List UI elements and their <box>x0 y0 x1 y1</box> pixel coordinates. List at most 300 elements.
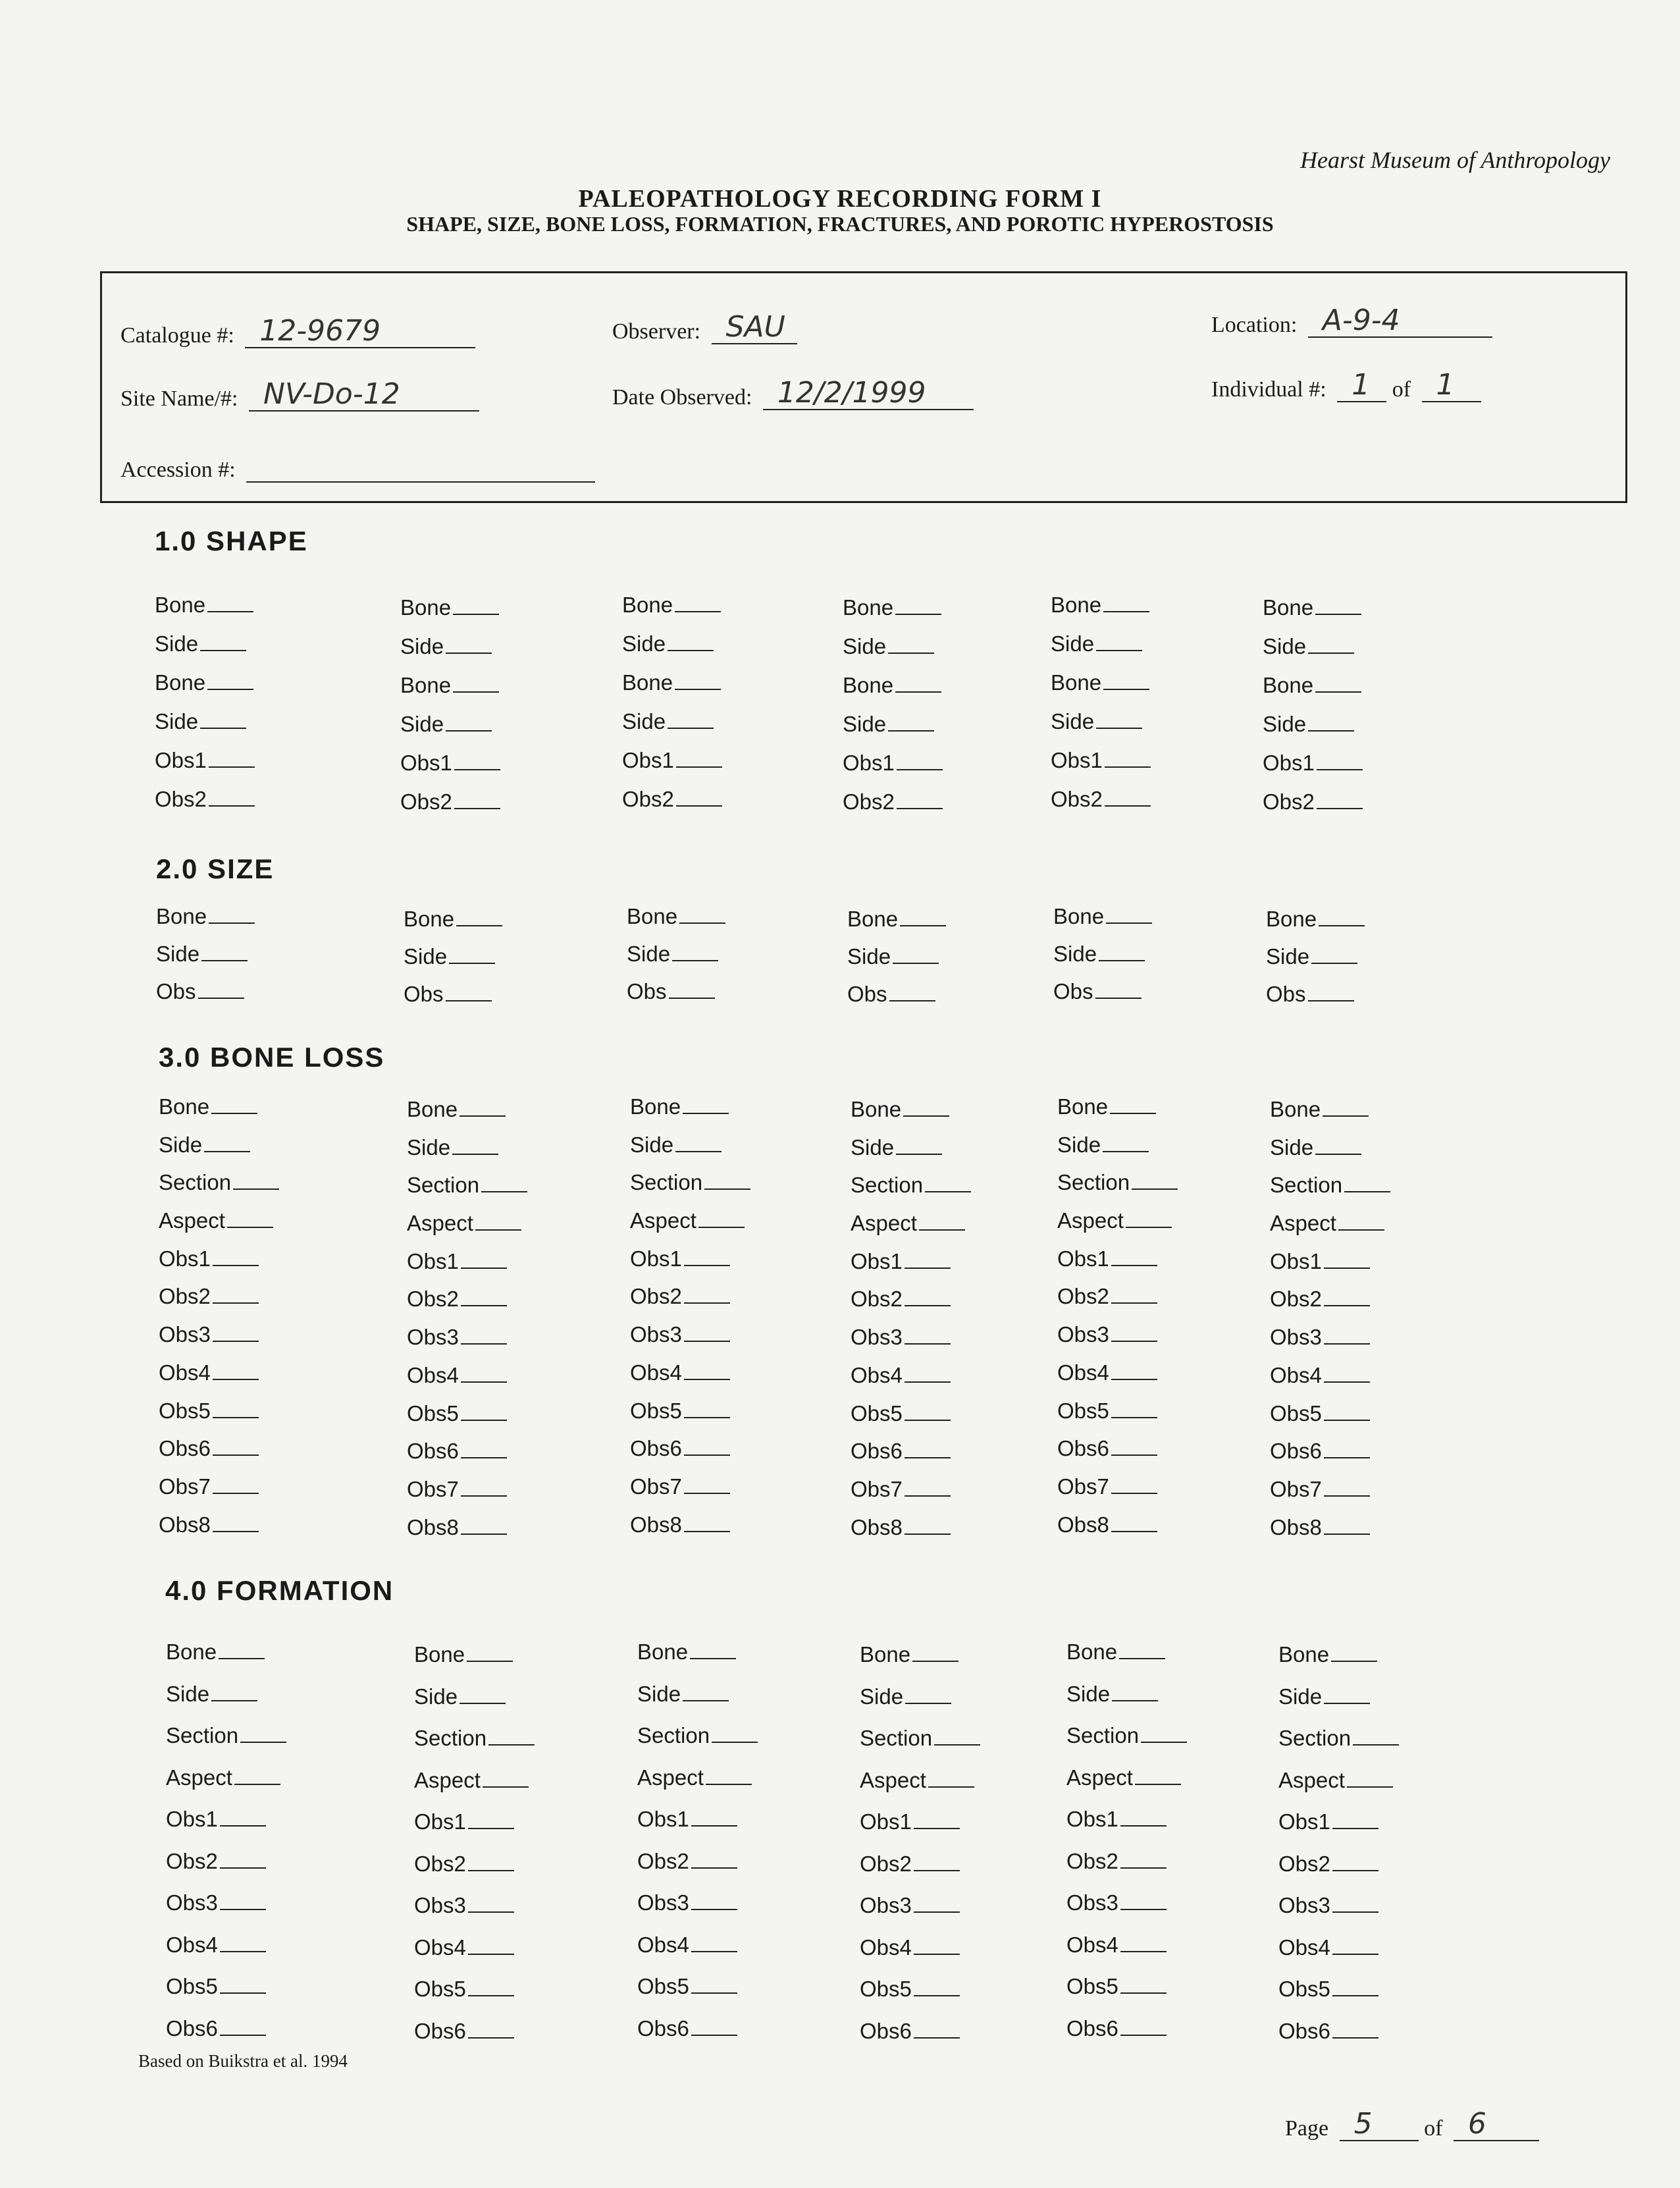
form-field[interactable] <box>166 1849 363 1891</box>
field-blank[interactable] <box>1111 1246 1157 1266</box>
field-blank[interactable] <box>467 1642 513 1662</box>
field-blank[interactable] <box>1353 1726 1399 1746</box>
form-field[interactable] <box>159 1208 356 1246</box>
field-blank[interactable] <box>928 1768 974 1788</box>
field-blank[interactable] <box>1331 1642 1377 1662</box>
field-blank[interactable] <box>1126 1208 1172 1228</box>
field-blank[interactable] <box>895 595 941 615</box>
form-field[interactable] <box>407 1287 604 1325</box>
form-field[interactable] <box>851 1515 1048 1553</box>
field-blank[interactable] <box>213 1512 259 1532</box>
field-blank[interactable] <box>198 979 244 999</box>
form-field[interactable] <box>400 751 598 789</box>
form-field[interactable] <box>860 1935 1057 1977</box>
form-field[interactable] <box>1270 1135 1467 1173</box>
form-field[interactable] <box>1053 904 1251 942</box>
form-field[interactable] <box>1051 709 1248 748</box>
field-blank[interactable] <box>446 712 492 732</box>
form-field[interactable] <box>630 1133 827 1171</box>
form-field[interactable] <box>1263 595 1460 634</box>
form-field[interactable] <box>407 1439 604 1477</box>
form-field[interactable] <box>159 1246 356 1285</box>
field-blank[interactable] <box>1110 1094 1156 1114</box>
field-blank[interactable] <box>220 1974 266 1994</box>
form-field[interactable] <box>407 1401 604 1439</box>
field-blank[interactable] <box>914 1852 960 1871</box>
form-field[interactable] <box>1278 1642 1476 1684</box>
field-blank[interactable] <box>220 1849 266 1869</box>
form-field[interactable] <box>404 907 601 944</box>
field-blank[interactable] <box>459 1684 506 1704</box>
field-blank[interactable] <box>712 1723 758 1743</box>
form-field[interactable] <box>1270 1363 1467 1401</box>
form-field[interactable] <box>1278 1684 1476 1726</box>
form-field[interactable] <box>847 907 1045 944</box>
field-blank[interactable] <box>1111 1474 1157 1494</box>
form-field[interactable] <box>847 944 1045 982</box>
form-field[interactable] <box>1066 1807 1264 1849</box>
form-field[interactable] <box>159 1436 356 1474</box>
field-blank[interactable] <box>449 944 495 964</box>
field-blank[interactable] <box>675 1133 722 1152</box>
form-field[interactable] <box>1270 1287 1467 1325</box>
form-field[interactable] <box>1057 1360 1255 1399</box>
field-blank[interactable] <box>1105 748 1151 768</box>
form-field[interactable] <box>407 1325 604 1363</box>
field-blank[interactable] <box>461 1401 507 1421</box>
form-field[interactable] <box>630 1436 827 1474</box>
form-field[interactable] <box>166 1933 363 1975</box>
field-blank[interactable] <box>1324 1401 1370 1421</box>
form-field[interactable] <box>404 982 601 1019</box>
form-field[interactable] <box>1051 631 1248 670</box>
form-field[interactable] <box>414 1935 612 1977</box>
field-blank[interactable] <box>1308 634 1354 654</box>
form-field[interactable] <box>637 1974 835 2016</box>
form-field[interactable] <box>1270 1249 1467 1287</box>
form-field[interactable] <box>637 1807 835 1849</box>
form-field[interactable] <box>1057 1094 1255 1133</box>
field-blank[interactable] <box>934 1726 980 1746</box>
form-field[interactable] <box>407 1249 604 1287</box>
field-blank[interactable] <box>1338 1211 1384 1231</box>
form-field[interactable] <box>400 673 598 712</box>
form-field[interactable] <box>860 1642 1057 1684</box>
field-blank[interactable] <box>903 1097 949 1117</box>
form-field[interactable] <box>1263 789 1460 828</box>
field-blank[interactable] <box>481 1173 527 1192</box>
field-blank[interactable] <box>1132 1170 1178 1190</box>
form-field[interactable] <box>407 1363 604 1401</box>
field-blank[interactable] <box>461 1439 507 1458</box>
form-field[interactable] <box>166 1723 363 1765</box>
field-blank[interactable] <box>1111 1360 1157 1380</box>
form-field[interactable] <box>843 712 1040 751</box>
field-blank[interactable] <box>683 1682 729 1701</box>
field-blank[interactable] <box>1096 631 1142 651</box>
form-field[interactable] <box>1263 634 1460 673</box>
form-field[interactable] <box>155 787 352 826</box>
form-field[interactable] <box>860 1726 1057 1768</box>
field-blank[interactable] <box>1103 670 1149 690</box>
field-blank[interactable] <box>1120 1933 1167 1952</box>
form-field[interactable] <box>860 1852 1057 1894</box>
field-blank[interactable] <box>452 1135 498 1155</box>
form-field[interactable] <box>1057 1170 1255 1208</box>
field-blank[interactable] <box>925 1173 971 1192</box>
field-blank[interactable] <box>1120 1807 1167 1827</box>
field-blank[interactable] <box>1324 1325 1370 1345</box>
form-field[interactable] <box>159 1399 356 1437</box>
form-field[interactable] <box>1270 1401 1467 1439</box>
field-blank[interactable] <box>1324 1249 1370 1269</box>
form-field[interactable] <box>159 1322 356 1360</box>
form-field[interactable] <box>622 748 820 787</box>
form-field[interactable] <box>637 1723 835 1765</box>
form-field[interactable] <box>414 1768 612 1810</box>
field-blank[interactable] <box>213 1246 259 1266</box>
form-field[interactable] <box>1051 787 1248 826</box>
field-blank[interactable] <box>1315 595 1361 615</box>
form-field[interactable] <box>407 1173 604 1211</box>
form-field[interactable] <box>860 1893 1057 1935</box>
form-field[interactable] <box>1066 1849 1264 1891</box>
field-blank[interactable] <box>211 1094 257 1114</box>
form-field[interactable] <box>1051 748 1248 787</box>
field-blank[interactable] <box>456 907 502 926</box>
form-field[interactable] <box>166 1640 363 1682</box>
field-blank[interactable] <box>900 907 946 926</box>
form-field[interactable] <box>1270 1211 1467 1249</box>
field-blank[interactable] <box>698 1208 745 1228</box>
form-field[interactable] <box>860 1768 1057 1810</box>
field-blank[interactable] <box>668 631 714 651</box>
accession-field[interactable] <box>120 451 595 483</box>
form-field[interactable] <box>1278 1893 1476 1935</box>
field-blank[interactable] <box>897 789 943 809</box>
form-field[interactable] <box>407 1135 604 1173</box>
field-blank[interactable] <box>1319 907 1365 926</box>
form-field[interactable] <box>159 1360 356 1399</box>
site-name-field[interactable] <box>120 377 479 412</box>
form-field[interactable] <box>159 1133 356 1171</box>
field-blank[interactable] <box>684 1474 730 1494</box>
form-field[interactable] <box>851 1363 1048 1401</box>
field-blank[interactable] <box>488 1726 535 1746</box>
form-field[interactable] <box>1066 1765 1264 1807</box>
field-blank[interactable] <box>213 1399 259 1418</box>
field-blank[interactable] <box>691 1807 737 1827</box>
form-field[interactable] <box>630 1170 827 1208</box>
field-blank[interactable] <box>475 1211 521 1231</box>
field-blank[interactable] <box>1324 1515 1370 1535</box>
field-blank[interactable] <box>201 942 248 961</box>
field-blank[interactable] <box>914 1893 960 1913</box>
form-field[interactable] <box>414 1809 612 1852</box>
field-blank[interactable] <box>213 1436 259 1456</box>
field-blank[interactable] <box>684 1284 730 1304</box>
form-field[interactable] <box>155 748 352 787</box>
form-field[interactable] <box>159 1474 356 1512</box>
field-blank[interactable] <box>1106 904 1152 924</box>
field-blank[interactable] <box>706 1765 752 1785</box>
form-field[interactable] <box>407 1477 604 1515</box>
field-blank[interactable] <box>227 1208 273 1228</box>
form-field[interactable] <box>155 593 352 631</box>
field-blank[interactable] <box>1099 942 1145 961</box>
field-blank[interactable] <box>1119 1640 1165 1659</box>
field-blank[interactable] <box>1103 593 1149 612</box>
field-blank[interactable] <box>896 1135 942 1155</box>
field-blank[interactable] <box>1324 1363 1370 1383</box>
field-blank[interactable] <box>483 1768 529 1788</box>
form-field[interactable] <box>400 789 598 828</box>
form-field[interactable] <box>622 593 820 631</box>
form-field[interactable] <box>637 1765 835 1807</box>
field-blank[interactable] <box>905 1439 951 1458</box>
form-field[interactable] <box>1057 1512 1255 1551</box>
form-field[interactable] <box>630 1512 827 1551</box>
form-field[interactable] <box>843 751 1040 789</box>
form-field[interactable] <box>166 1807 363 1849</box>
form-field[interactable] <box>851 1287 1048 1325</box>
field-blank[interactable] <box>691 1890 737 1910</box>
form-field[interactable] <box>1053 979 1251 1017</box>
field-blank[interactable] <box>233 1170 279 1190</box>
form-field[interactable] <box>851 1439 1048 1477</box>
form-field[interactable] <box>1263 712 1460 751</box>
field-blank[interactable] <box>668 709 714 729</box>
observer-field[interactable] <box>612 310 797 344</box>
field-blank[interactable] <box>676 787 722 807</box>
form-field[interactable] <box>637 1640 835 1682</box>
form-field[interactable] <box>1066 2016 1264 2058</box>
form-field[interactable] <box>622 670 820 709</box>
date-observed-field[interactable] <box>612 376 974 410</box>
form-field[interactable] <box>1053 942 1251 979</box>
field-blank[interactable] <box>1111 1284 1157 1304</box>
field-blank[interactable] <box>461 1515 507 1535</box>
field-blank[interactable] <box>897 751 943 770</box>
form-field[interactable] <box>159 1170 356 1208</box>
form-field[interactable] <box>843 634 1040 673</box>
location-field[interactable] <box>1211 306 1492 338</box>
form-field[interactable] <box>860 1684 1057 1726</box>
form-field[interactable] <box>1263 673 1460 712</box>
form-field[interactable] <box>851 1477 1048 1515</box>
field-blank[interactable] <box>1308 712 1354 732</box>
field-blank[interactable] <box>1105 787 1151 807</box>
field-blank[interactable] <box>905 1401 951 1421</box>
form-field[interactable] <box>847 982 1045 1019</box>
form-field[interactable] <box>1278 1726 1476 1768</box>
field-blank[interactable] <box>919 1211 965 1231</box>
field-blank[interactable] <box>1347 1768 1393 1788</box>
form-field[interactable] <box>400 712 598 751</box>
form-field[interactable] <box>1057 1133 1255 1171</box>
field-blank[interactable] <box>468 1809 514 1829</box>
field-blank[interactable] <box>213 1474 259 1494</box>
field-blank[interactable] <box>912 1642 958 1662</box>
field-blank[interactable] <box>213 1360 259 1380</box>
field-blank[interactable] <box>1315 1135 1361 1155</box>
field-blank[interactable] <box>209 904 255 924</box>
field-blank[interactable] <box>1135 1765 1181 1785</box>
form-field[interactable] <box>622 631 820 670</box>
form-field[interactable] <box>1278 2019 1476 2061</box>
form-field[interactable] <box>166 1890 363 1933</box>
form-field[interactable] <box>851 1325 1048 1363</box>
form-field[interactable] <box>851 1249 1048 1287</box>
field-blank[interactable] <box>905 1684 951 1704</box>
field-blank[interactable] <box>1332 1809 1378 1829</box>
field-blank[interactable] <box>453 673 499 693</box>
form-field[interactable] <box>414 1684 612 1726</box>
field-blank[interactable] <box>219 1640 265 1659</box>
field-blank[interactable] <box>1332 1893 1378 1913</box>
form-field[interactable] <box>843 789 1040 828</box>
field-blank[interactable] <box>683 1094 729 1114</box>
field-blank[interactable] <box>200 631 246 651</box>
form-field[interactable] <box>1057 1208 1255 1246</box>
form-field[interactable] <box>159 1094 356 1133</box>
form-field[interactable] <box>1263 751 1460 789</box>
form-field[interactable] <box>1278 1935 1476 1977</box>
form-field[interactable] <box>630 1208 827 1246</box>
field-blank[interactable] <box>204 1133 250 1152</box>
field-blank[interactable] <box>691 1849 737 1869</box>
form-field[interactable] <box>860 2019 1057 2061</box>
form-field[interactable] <box>851 1173 1048 1211</box>
form-field[interactable] <box>851 1135 1048 1173</box>
field-blank[interactable] <box>1332 1852 1378 1871</box>
form-field[interactable] <box>159 1284 356 1322</box>
form-field[interactable] <box>1278 1977 1476 2019</box>
form-field[interactable] <box>1270 1477 1467 1515</box>
field-blank[interactable] <box>1332 1977 1378 1996</box>
field-blank[interactable] <box>461 1249 507 1269</box>
field-blank[interactable] <box>684 1512 730 1532</box>
field-blank[interactable] <box>1120 1890 1167 1910</box>
field-blank[interactable] <box>690 1640 736 1659</box>
field-blank[interactable] <box>1120 2016 1167 2036</box>
field-blank[interactable] <box>461 1363 507 1383</box>
field-blank[interactable] <box>684 1399 730 1418</box>
form-field[interactable] <box>414 2019 612 2061</box>
field-blank[interactable] <box>914 1809 960 1829</box>
field-blank[interactable] <box>453 595 499 615</box>
form-field[interactable] <box>630 1094 827 1133</box>
form-field[interactable] <box>1270 1173 1467 1211</box>
field-blank[interactable] <box>209 787 255 807</box>
form-field[interactable] <box>843 673 1040 712</box>
field-blank[interactable] <box>691 1933 737 1952</box>
field-blank[interactable] <box>234 1765 280 1785</box>
field-blank[interactable] <box>446 634 492 654</box>
field-blank[interactable] <box>200 709 246 729</box>
form-field[interactable] <box>630 1474 827 1512</box>
form-field[interactable] <box>414 1893 612 1935</box>
field-blank[interactable] <box>1311 944 1357 964</box>
field-blank[interactable] <box>1324 1684 1370 1704</box>
form-field[interactable] <box>637 1890 835 1933</box>
field-blank[interactable] <box>1324 1477 1370 1497</box>
form-field[interactable] <box>630 1246 827 1285</box>
field-blank[interactable] <box>914 2019 960 2039</box>
form-field[interactable] <box>860 1809 1057 1852</box>
field-blank[interactable] <box>1332 1935 1378 1955</box>
form-field[interactable] <box>1270 1325 1467 1363</box>
field-blank[interactable] <box>459 1097 506 1117</box>
form-field[interactable] <box>622 787 820 826</box>
form-field[interactable] <box>155 670 352 709</box>
form-field[interactable] <box>851 1097 1048 1135</box>
form-field[interactable] <box>1057 1322 1255 1360</box>
field-blank[interactable] <box>1332 2019 1378 2039</box>
field-blank[interactable] <box>461 1325 507 1345</box>
field-blank[interactable] <box>684 1436 730 1456</box>
form-field[interactable] <box>414 1852 612 1894</box>
form-field[interactable] <box>404 944 601 982</box>
form-field[interactable] <box>1066 1640 1264 1682</box>
field-blank[interactable] <box>684 1322 730 1342</box>
form-field[interactable] <box>1057 1436 1255 1474</box>
form-field[interactable] <box>1057 1399 1255 1437</box>
form-field[interactable] <box>155 631 352 670</box>
field-blank[interactable] <box>220 1933 266 1952</box>
form-field[interactable] <box>414 1977 612 2019</box>
field-blank[interactable] <box>1103 1133 1149 1152</box>
field-blank[interactable] <box>914 1935 960 1955</box>
form-field[interactable] <box>400 634 598 673</box>
field-blank[interactable] <box>468 2019 514 2039</box>
form-field[interactable] <box>630 1360 827 1399</box>
field-blank[interactable] <box>1141 1723 1187 1743</box>
field-blank[interactable] <box>905 1515 951 1535</box>
form-field[interactable] <box>627 979 824 1017</box>
field-blank[interactable] <box>888 712 934 732</box>
field-blank[interactable] <box>454 751 500 770</box>
form-field[interactable] <box>637 1682 835 1724</box>
field-blank[interactable] <box>468 1893 514 1913</box>
form-field[interactable] <box>1266 982 1463 1019</box>
form-field[interactable] <box>843 595 1040 634</box>
catalogue-field[interactable] <box>120 314 475 348</box>
form-field[interactable] <box>159 1512 356 1551</box>
form-field[interactable] <box>400 595 598 634</box>
form-field[interactable] <box>155 709 352 748</box>
form-field[interactable] <box>1278 1852 1476 1894</box>
form-field[interactable] <box>1066 1890 1264 1933</box>
field-blank[interactable] <box>207 670 253 690</box>
form-field[interactable] <box>1051 593 1248 631</box>
form-field[interactable] <box>630 1322 827 1360</box>
field-blank[interactable] <box>1120 1849 1167 1869</box>
form-field[interactable] <box>1278 1768 1476 1810</box>
field-blank[interactable] <box>905 1363 951 1383</box>
field-blank[interactable] <box>672 942 718 961</box>
field-blank[interactable] <box>461 1477 507 1497</box>
field-blank[interactable] <box>1317 751 1363 770</box>
field-blank[interactable] <box>1111 1512 1157 1532</box>
field-blank[interactable] <box>1096 709 1142 729</box>
field-blank[interactable] <box>679 904 725 924</box>
field-blank[interactable] <box>220 2016 266 2036</box>
field-blank[interactable] <box>1112 1682 1158 1701</box>
field-blank[interactable] <box>675 670 721 690</box>
field-blank[interactable] <box>1111 1399 1157 1418</box>
field-blank[interactable] <box>213 1322 259 1342</box>
